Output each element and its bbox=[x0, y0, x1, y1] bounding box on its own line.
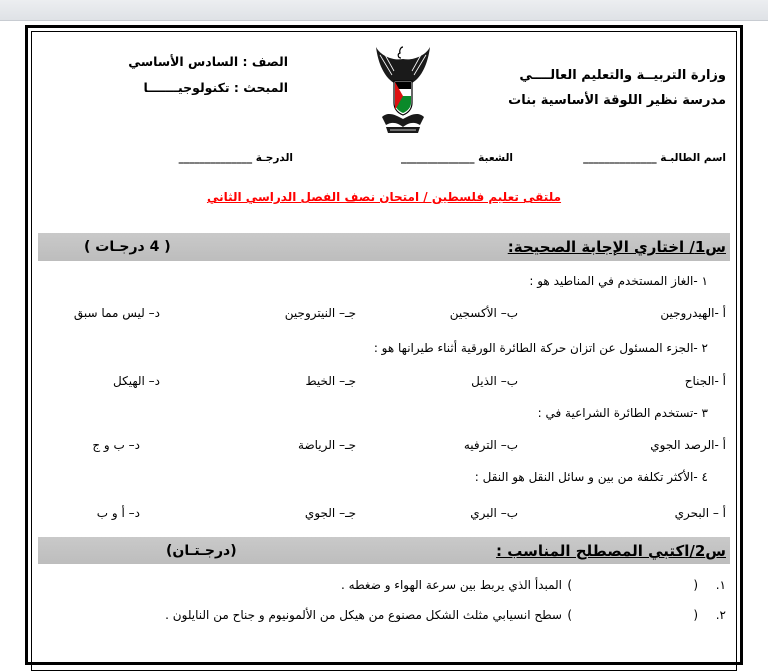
q1-item-2-option-a: أ -الجناح bbox=[684, 374, 726, 388]
q1-item-4-option-a: أ – البحري bbox=[674, 506, 726, 520]
q2-item-2-text: سطح انسيابي مثلث الشكل مصنوع من هيكل من الألمونيوم و جناح من النايلون . bbox=[165, 608, 562, 622]
q1-item-3-option-b: ب– الترفيه bbox=[463, 438, 518, 452]
q1-item-1-option-b: ب– الأكسجين bbox=[449, 306, 518, 320]
q1-item-1-option-a: أ -الهيدروجين bbox=[660, 306, 726, 320]
q1-item-3-option-c: جـ– الرياضة bbox=[298, 438, 356, 452]
exam-subtitle: ملتقى تعليم فلسطين / امتحان نصف الفصل الدراسي الثاني bbox=[206, 190, 562, 204]
ministry-name: وزارة التربيــة والتعليم العالــــي bbox=[519, 68, 726, 83]
q1-item-1-option-d: د– ليس مما سبق bbox=[73, 306, 160, 320]
question-2-title: س2/اكتبي المصطلح المناسب : bbox=[496, 542, 726, 560]
question-2-grade: (درجـتـان) bbox=[166, 543, 237, 559]
q1-item-2-stem: ٢ -الجزء المسئول عن اتزان حركة الطائرة الورقية أثناء طيرانها هو : bbox=[373, 341, 708, 355]
q1-item-4-option-b: ب– البري bbox=[470, 506, 518, 520]
score-field: الدرجـة ______________ bbox=[178, 152, 293, 164]
q1-item-4-option-d: د– أ و ب bbox=[96, 506, 140, 520]
question-1-grade: ( 4 درجـات ) bbox=[84, 239, 171, 255]
q1-item-3-option-a: أ -الرصد الجوي bbox=[650, 438, 726, 452]
q2-item-1-text: المبدأ الذي يربط بين سرعة الهواء و ضغطه . bbox=[341, 578, 562, 592]
question-1-title: س1/ اختاري الإجابة الصحيحة: bbox=[507, 238, 726, 256]
q1-item-4-stem: ٤ -الأكثر تكلفة من بين و سائل النقل هو النقل : bbox=[474, 470, 708, 484]
q2-item-2-open-paren: ( bbox=[693, 608, 698, 622]
q2-item-1-open-paren: ( bbox=[693, 578, 698, 592]
student-name-field: اسم الطالبـة ______________ bbox=[583, 152, 726, 164]
q2-item-1-number: ١. bbox=[715, 578, 726, 592]
q2-item-1-close-paren: ) bbox=[567, 578, 572, 592]
q1-item-1-stem: ١ -الغاز المستخدم في المناطيد هو : bbox=[529, 274, 708, 288]
q2-item-2-number: ٢. bbox=[715, 608, 726, 622]
q1-item-2-option-b: ب– الذيل bbox=[471, 374, 518, 388]
grade-label: الصف : السادس الأساسي bbox=[128, 54, 288, 69]
q2-item-2-close-paren: ) bbox=[567, 608, 572, 622]
school-name: مدرسة نظير اللوقة الأساسية بنات bbox=[508, 93, 726, 108]
subject-label: المبحث : تكنولوجيـــــــا bbox=[143, 80, 288, 95]
q1-item-3-stem: ٣ -تستخدم الطائرة الشراعية في : bbox=[537, 406, 708, 420]
q1-item-2-option-d: د– الهيكل bbox=[112, 374, 160, 388]
q1-item-2-option-c: جـ– الخيط bbox=[305, 374, 356, 388]
section-field: الشعبة ______________ bbox=[401, 152, 513, 164]
viewer-toolbar bbox=[0, 0, 768, 21]
palestine-eagle-emblem-icon bbox=[372, 41, 434, 135]
q1-item-3-option-d: د– ب و ج bbox=[92, 438, 140, 452]
q1-item-1-option-c: جـ– النيتروجين bbox=[284, 306, 356, 320]
q1-item-4-option-c: جـ– الجوي bbox=[304, 506, 356, 520]
